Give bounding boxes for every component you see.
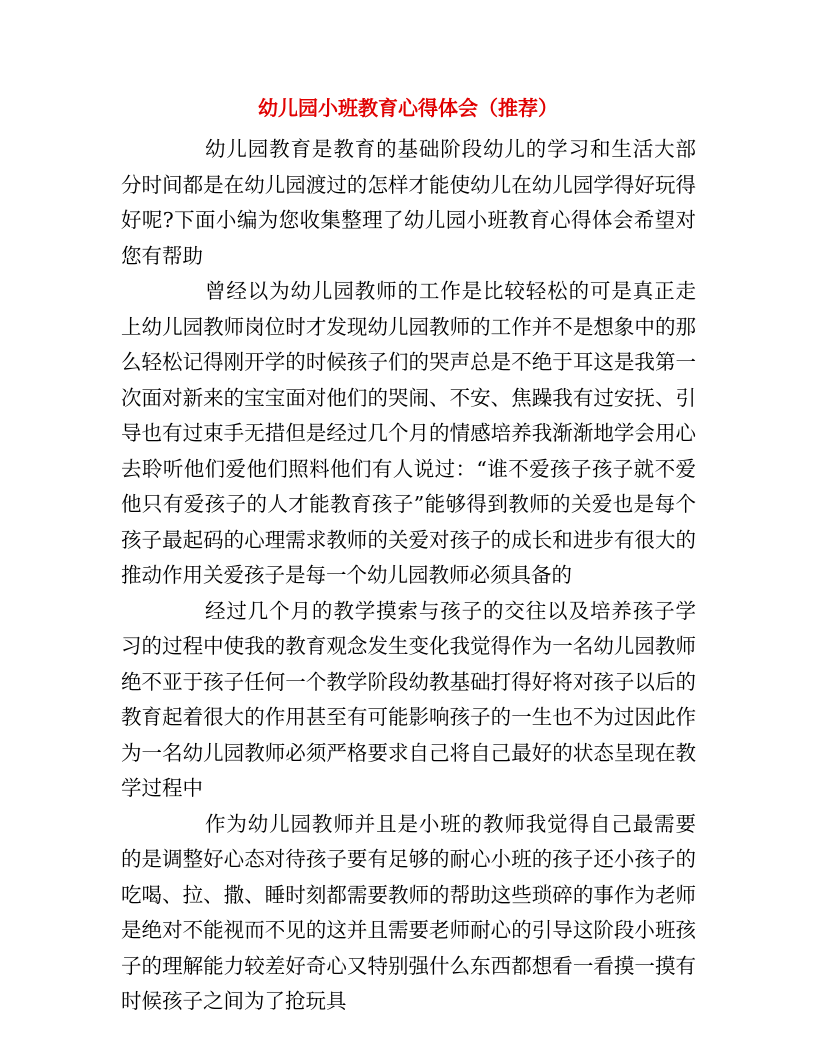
paragraph-intro: 幼儿园教育是教育的基础阶段幼儿的学习和生活大部分时间都是在幼儿园渡过的怎样才能使幼儿在幼儿园学得好玩得好呢?下面小编为您收集整理了幼儿园小班教育心得体会希望对您有帮助 — [121, 137, 696, 268]
paragraph-teaching-concept: 经过几个月的教学摸索与孩子的交往以及培养孩子学习的过程中使我的教育观念发生变化我觉得作为一名幼儿园教师绝不亚于孩子任何一个教学阶段幼教基础打得好将对孩子以后的教育起着很大的作用甚至有可能影响孩子的一生也不为过因此作为一名幼儿园教师必须严格要求自己将自己最好的状态呈现在教学过程中 — [121, 598, 696, 800]
document-title: 幼儿园小班教育心得体会（推荐） — [258, 96, 558, 120]
paragraph-small-class: 作为幼儿园教师并且是小班的教师我觉得自己最需要的是调整好心态对待孩子要有足够的耐心小班的孩子还小孩子的吃喝、拉、撒、睡时刻都需要教师的帮助这些琐碎的事作为老师是绝对不能视而不见的这并且需要老师耐心的引导这阶段小班孩子的理解能力较差好奇心又特别强什么东西都想看一看摸一摸有时候孩子之间为了抢玩具 — [121, 811, 696, 1013]
paragraph-teacher-work: 曾经以为幼儿园教师的工作是比较轻松的可是真正走上幼儿园教师岗位时才发现幼儿园教师的工作并不是想象中的那么轻松记得刚开学的时候孩子们的哭声总是不绝于耳这是我第一次面对新来的宝宝面对他们的哭闹、不安、焦躁我有过安抚、引导也有过束手无措但是经过几个月的情感培养我渐渐地学会用心去聆听他们爱他们照料他们有人说过：“谁不爱孩子孩子就不爱他只有爱孩子的人才能教育孩子”能够得到教师的关爱也是每个孩子最起码的心理需求教师的关爱对孩子的成长和进步有很大的推动作用关爱孩子是每一个幼儿园教师必须具备的 — [121, 279, 696, 587]
document-body — [121, 132, 696, 1020]
